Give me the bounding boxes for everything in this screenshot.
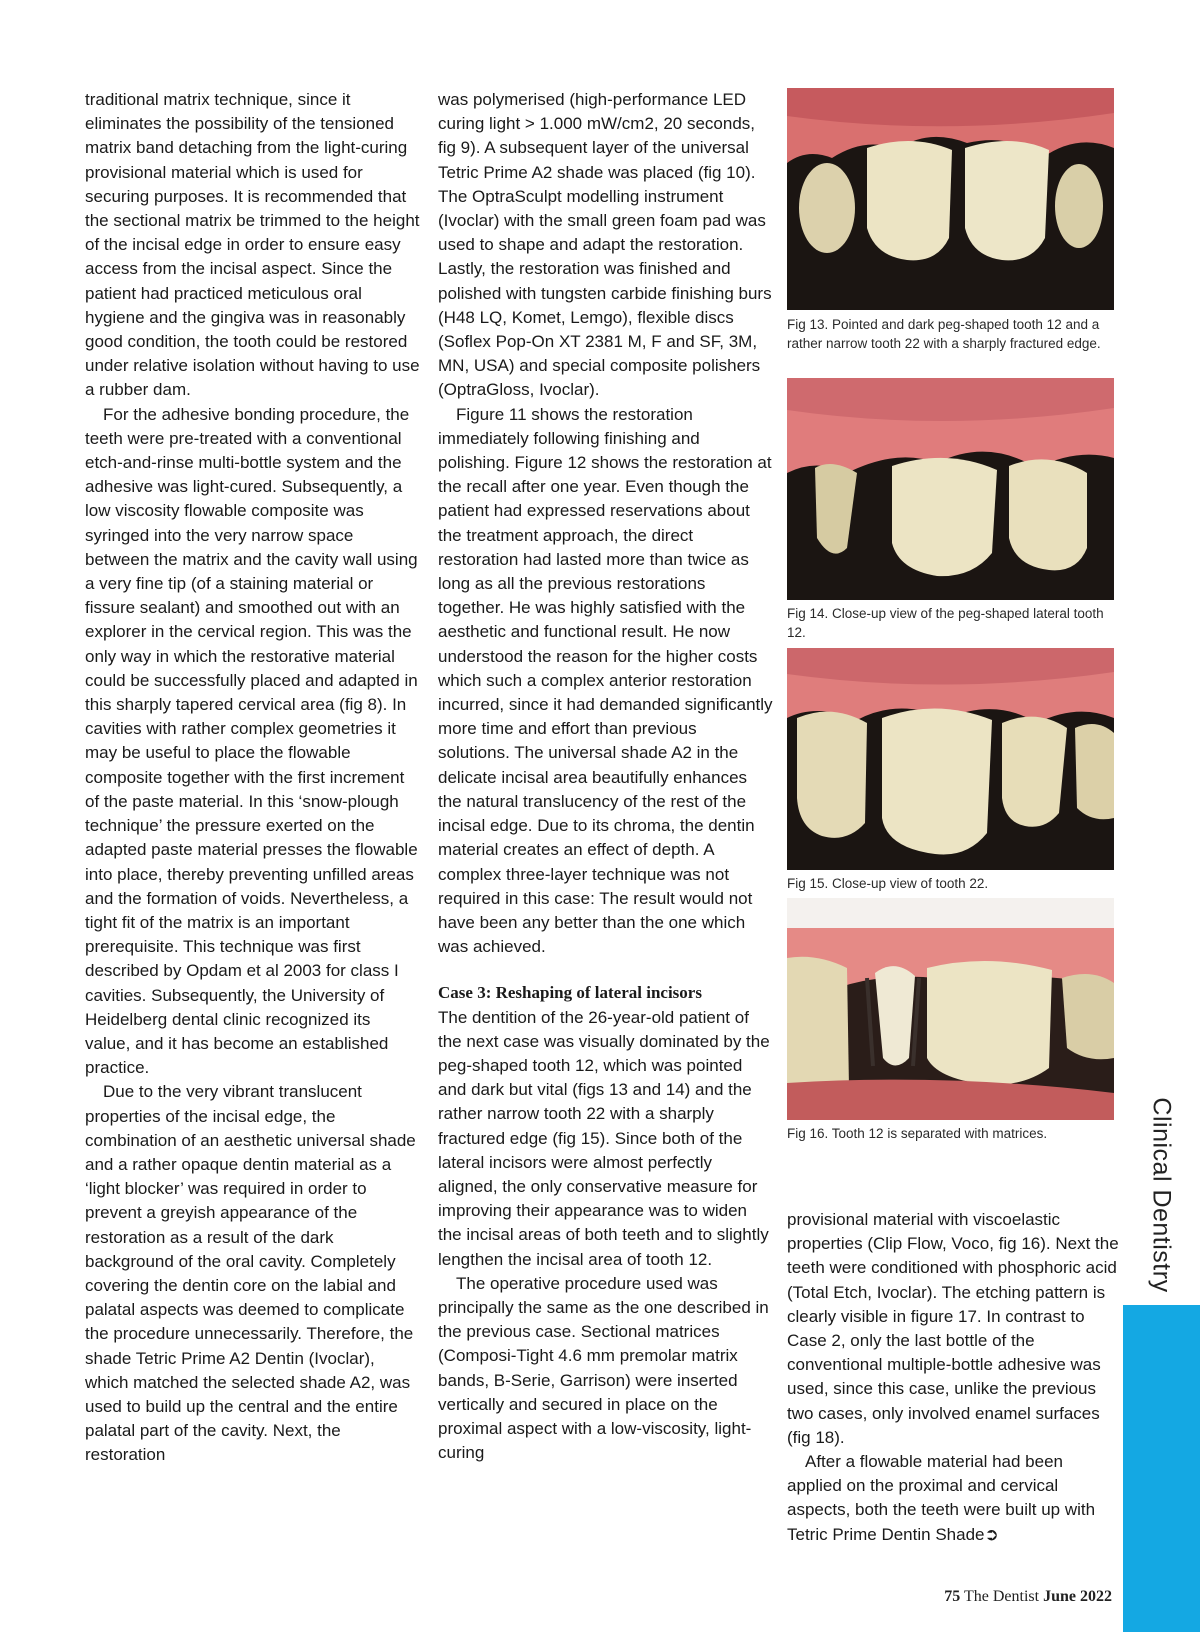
paragraph: For the adhesive bonding procedure, the teeth were pre-treated with a conventional etch-and-rinse multi-bottle system and the adhesive was light-cured. Subsequently, a low viscosity flowable composite was syringed into the very narrow space between the matrix and the cavity wall using a very fine tip (of a staining material or fissure sealant) and smoothed out with an explorer in the cervical region. This was the only way in which the restorative material could be successfully placed and adapted in this sharply tapered cervical area (fig 8). In cavities with rather complex geometries it may be useful to place the flowable composite together with the first increment of the paste material. In this ‘snow-plough technique’ the pressure exerted on the adapted paste material presses the flowable into place, thereby preventing unfilled areas and the formation of voids. Nevertheless, a tight fit of the matrix is an important prerequisite. This technique was first described by Opdam et al 2003 for class I cavities. Subsequently, the University of Heidelberg dental clinic recognized its value, and it has become an established practice.	[85, 404, 418, 1078]
paragraph	[787, 1450, 1122, 1547]
text-column-3	[787, 1208, 1122, 1547]
text-column-1	[85, 88, 420, 1468]
publication-name: The Dentist	[964, 1588, 1040, 1605]
section-heading: Case 3: Reshaping of lateral incisors	[438, 983, 702, 1003]
issue-date: June 2022	[1043, 1588, 1112, 1605]
figure-15-photo	[787, 648, 1114, 870]
figure-caption: Fig 13. Pointed and dark peg-shaped tooth 12 and a rather narrow tooth 22 with a sharply fractured edge.	[787, 317, 1101, 351]
figure-16-photo	[787, 898, 1114, 1120]
paragraph: provisional material with viscoelastic properties (Clip Flow, Voco, fig 16). Next the teeth were conditioned with phosphoric acid (Total Etch, Ivoclar). The etching pattern is clearly visible in figure 17. In contrast to Case 2, only the last bottle of the conventional multiple-bottle adhesive was used, since this case, unlike the previous two cases, only involved enamel surfaces (fig 18).	[787, 1210, 1119, 1447]
figure-caption: Fig 15. Close-up view of tooth 22.	[787, 876, 989, 891]
figure-caption: Fig 14. Close-up view of the peg-shaped lateral tooth 12.	[787, 606, 1104, 640]
paragraph: traditional matrix technique, since it eliminates the possibility of the tensioned matrix band detaching from the light-curing provisional material which is used for securing purposes. It is recommended that the sectional matrix be trimmed to the height of the incisal edge in order to ensure easy access from the incisal aspect. Since the patient had practiced meticulous oral hygiene and the gingiva was in reasonably good condition, the tooth could be restored under relative isolation without having to use a rubber dam.	[85, 90, 420, 400]
paragraph: The dentition of the 26-year-old patient of the next case was visually dominated by the peg-shaped tooth 12, which was pointed and dark but vital (figs 13 and 14) and the rather narrow tooth 22 with a sharply fractured edge (fig 15). Since both of the lateral incisors were almost perfectly aligned, the only conservative measure for improving their appearance was to widen the incisal areas of both teeth and to slightly lengthen the incisal area of tooth 12.	[438, 1007, 770, 1269]
figure-13-photo	[787, 88, 1114, 310]
figure-14-photo	[787, 378, 1114, 600]
text-column-2	[438, 88, 773, 1465]
page-footer	[944, 1588, 1112, 1606]
figure-caption: Fig 16. Tooth 12 is separated with matrices.	[787, 1126, 1048, 1141]
paragraph: The operative procedure used was principally the same as the one described in the previous case. Sectional matrices (Composi-Tight 4.6 mm premolar matrix bands, B-Serie, Garrison) were inserted vertically and secured in place on the proximal aspect with a low-viscosity, light-curing	[438, 1273, 769, 1463]
paragraph: was polymerised (high-performance LED curing light > 1.000 mW/cm2, 20 seconds, fig 9). A subsequent layer of the universal Tetric Prime A2 shade was placed (fig 10). The OptraSculpt modelling instrument (Ivoclar) with the small green foam pad was used to shape and adapt the restoration. Lastly, the restoration was finished and polished with tungsten carbide finishing burs (H48 LQ, Komet, Lemgo), flexible discs (Soflex Pop-On XT 2381 M, F and SF, 3M, MN, USA) and special composite polishers (OptraGloss, Ivoclar).	[438, 90, 772, 400]
paragraph-text: After a flowable material had been applied on the proximal and cervical aspects, both the teeth were built up with Tetric Prime Dentin Shade	[787, 1452, 1096, 1544]
section-label: Clinical Dentistry	[1147, 1097, 1176, 1293]
page-number: 75	[944, 1588, 961, 1605]
paragraph: Figure 11 shows the restoration immediately following finishing and polishing. Figure 12 shows the restoration at the recall after one year. Even though the patient had expressed reservations about the treatment approach, the direct restoration had lasted more than twice as long as all the previous restorations together. He was highly satisfied with the aesthetic and functional result. He now understood the reason for the higher costs which such a complex anterior restoration incurred, since it had demanded significantly more time and effort than previous solutions. The universal shade A2 in the delicate incisal area beautifully enhances the natural translucency of the rest of the incisal edge. Due to its chroma, the dentin material creates an effect of depth. A complex three-layer technique was not required in this case: The result would not have been any better than the one which was achieved.	[438, 404, 773, 957]
accent-bar	[1123, 1305, 1200, 1632]
continue-arrow-icon: ➲	[984, 1524, 999, 1544]
paragraph: Due to the very vibrant translucent properties of the incisal edge, the combination of an aesthetic universal shade and a rather opaque dentin material as a ‘light blocker’ was required in order to prevent a greyish appearance of the restoration as a result of the dark background of the oral cavity. Completely covering the dentin core on the labial and palatal aspects was deemed to complicate the procedure unnecessarily. Therefore, the shade Tetric Prime A2 Dentin (Ivoclar), which matched the selected shade A2, was used to build up the central and the entire palatal part of the cavity. Next, the restoration	[85, 1082, 416, 1465]
